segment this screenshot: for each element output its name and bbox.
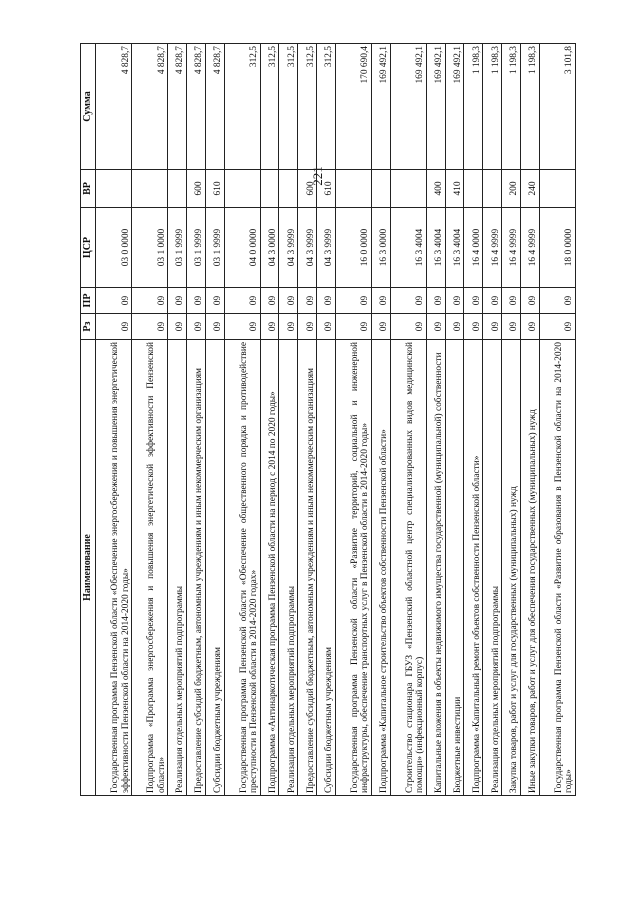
row-csr: 04 3 9999 [279, 208, 298, 288]
table-row [224, 44, 260, 796]
row-csr: 16 3 4004 [445, 208, 464, 288]
row-rz: 09 [371, 314, 390, 340]
header-name: Наименование [81, 340, 96, 796]
row-vr: 200 [502, 170, 521, 208]
row-sum: 1 198,3 [464, 44, 483, 170]
table-row [390, 44, 426, 796]
row-pr: 09 [464, 288, 483, 314]
row-pr: 09 [317, 288, 336, 314]
row-vr [96, 170, 132, 208]
row-vr [390, 170, 426, 208]
row-sum: 1 198,3 [520, 44, 539, 170]
row-name: Подпрограмма «Капитальный ремонт объектов собственности Пензенской области» [464, 340, 483, 796]
row-sum: 312,5 [224, 44, 260, 170]
row-sum: 169 492,1 [426, 44, 445, 170]
row-csr: 16 4 9999 [502, 208, 521, 288]
row-rz: 09 [520, 314, 539, 340]
row-rz: 09 [483, 314, 502, 340]
row-vr [224, 170, 260, 208]
row-pr: 09 [260, 288, 279, 314]
table-row [205, 44, 224, 796]
row-pr: 09 [224, 288, 260, 314]
row-rz: 09 [260, 314, 279, 340]
row-pr: 09 [132, 288, 168, 314]
row-sum: 169 492,1 [445, 44, 464, 170]
row-sum: 4 828,7 [96, 44, 132, 170]
table-row [298, 44, 317, 796]
row-name: Государственная программа Пензенской области «Обеспечение энергосбережения и повышения энергетической эффективности Пензенской области на 2014-2020 годы» [96, 340, 132, 796]
row-rz: 09 [279, 314, 298, 340]
header-pr: ПР [81, 288, 96, 314]
row-pr: 09 [445, 288, 464, 314]
row-name: Предоставление субсидий бюджетным, автономным учреждениям и иным некоммерческим организациям [298, 340, 317, 796]
table-row [483, 44, 502, 796]
row-sum: 4 828,7 [168, 44, 187, 170]
row-sum: 169 492,1 [371, 44, 390, 170]
row-vr: 410 [445, 170, 464, 208]
row-pr: 09 [335, 288, 371, 314]
row-vr [279, 170, 298, 208]
row-pr: 09 [539, 288, 575, 314]
row-csr: 03 1 9999 [205, 208, 224, 288]
row-vr: 600 [298, 170, 317, 208]
row-csr: 16 3 4004 [426, 208, 445, 288]
row-csr: 03 1 9999 [186, 208, 205, 288]
table-wrapper [80, 44, 576, 796]
row-sum: 3 101,8 [539, 44, 575, 170]
table-row [502, 44, 521, 796]
row-sum: 312,5 [317, 44, 336, 170]
row-rz: 09 [317, 314, 336, 340]
header-csr: ЦСР [81, 208, 96, 288]
row-name: Предоставление субсидий бюджетным, автономным учреждениям и иным некоммерческим организациям [186, 340, 205, 796]
row-sum: 1 198,3 [502, 44, 521, 170]
row-pr: 09 [390, 288, 426, 314]
table-row [317, 44, 336, 796]
table-row [132, 44, 168, 796]
row-name: Реализация отдельных мероприятий подпрограммы [483, 340, 502, 796]
table-row [426, 44, 445, 796]
row-csr: 16 0 0000 [335, 208, 371, 288]
row-csr: 16 4 0000 [464, 208, 483, 288]
budget-table [80, 43, 576, 796]
row-name: Капитальные вложения в объекты недвижимого имущества государственной (муниципальной) собственности [426, 340, 445, 796]
row-vr [168, 170, 187, 208]
row-rz: 09 [426, 314, 445, 340]
row-sum: 4 828,7 [186, 44, 205, 170]
row-pr: 09 [279, 288, 298, 314]
row-rz: 09 [335, 314, 371, 340]
row-sum: 312,5 [298, 44, 317, 170]
row-vr [464, 170, 483, 208]
table-header-row [81, 44, 96, 796]
table-row [520, 44, 539, 796]
header-vr: ВР [81, 170, 96, 208]
row-vr: 610 [205, 170, 224, 208]
row-pr: 09 [502, 288, 521, 314]
row-vr [539, 170, 575, 208]
page-number: 221 [310, 166, 325, 186]
row-csr: 03 1 0000 [132, 208, 168, 288]
row-name: Бюджетные инвестиции [445, 340, 464, 796]
row-name: Строительство стационара ГБУЗ «Пензенский областной центр специализированных видов медицинской помощи» (инфекционный корпус) [390, 340, 426, 796]
row-sum: 1 198,3 [483, 44, 502, 170]
table-row [335, 44, 371, 796]
row-name: Подпрограмма «Программа энергосбережения и повышения энергетической эффективности Пензенской области» [132, 340, 168, 796]
row-pr: 09 [426, 288, 445, 314]
row-rz: 09 [502, 314, 521, 340]
row-pr: 09 [298, 288, 317, 314]
row-csr: 04 3 0000 [260, 208, 279, 288]
row-vr [132, 170, 168, 208]
rotated-table-area [80, 44, 576, 796]
row-sum: 4 828,7 [205, 44, 224, 170]
table-row [539, 44, 575, 796]
row-csr: 03 1 9999 [168, 208, 187, 288]
row-rz: 09 [132, 314, 168, 340]
row-vr [371, 170, 390, 208]
row-vr: 600 [186, 170, 205, 208]
row-name: Государственная программа Пензенской области «Обеспечение общественного порядка и противодействие преступности в Пензенской области в 2014-2020 годах» [224, 340, 260, 796]
row-pr: 09 [186, 288, 205, 314]
row-vr: 610 [317, 170, 336, 208]
header-rz: Рз [81, 314, 96, 340]
row-pr: 09 [168, 288, 187, 314]
row-rz: 09 [390, 314, 426, 340]
row-name: Иные закупки товаров, работ и услуг для обеспечения государственных (муниципальных) нужд [520, 340, 539, 796]
row-csr: 16 4 9999 [483, 208, 502, 288]
row-pr: 09 [205, 288, 224, 314]
row-name: Подпрограмма «Антинаркотическая программа Пензенской области на период с 2014 по 2020 годы» [260, 340, 279, 796]
table-row [445, 44, 464, 796]
row-pr: 09 [96, 288, 132, 314]
row-csr: 16 3 0000 [371, 208, 390, 288]
row-rz: 09 [464, 314, 483, 340]
table-row [371, 44, 390, 796]
table-row [168, 44, 187, 796]
row-sum: 169 492,1 [390, 44, 426, 170]
table-row [464, 44, 483, 796]
table-row [96, 44, 132, 796]
row-name: Субсидии бюджетным учреждениям [317, 340, 336, 796]
row-rz: 09 [298, 314, 317, 340]
row-csr: 04 0 0000 [224, 208, 260, 288]
row-sum: 312,5 [279, 44, 298, 170]
row-name: Реализация отдельных мероприятий подпрограммы [279, 340, 298, 796]
row-rz: 09 [168, 314, 187, 340]
row-name: Закупка товаров, работ и услуг для государственных (муниципальных) нужд [502, 340, 521, 796]
row-rz: 09 [96, 314, 132, 340]
row-vr: 400 [426, 170, 445, 208]
table-row [279, 44, 298, 796]
row-name: Субсидии бюджетным учреждениям [205, 340, 224, 796]
row-csr: 18 0 0000 [539, 208, 575, 288]
row-vr [260, 170, 279, 208]
row-csr: 16 4 9999 [520, 208, 539, 288]
row-pr: 09 [520, 288, 539, 314]
row-name: Государственная программа Пензенской области «Развитие территорий, социальной и инженерной инфраструктуры, обеспечение транспортных услуг в Пензенской области в 2014-2020 годы» [335, 340, 371, 796]
row-sum: 312,5 [260, 44, 279, 170]
row-rz: 09 [539, 314, 575, 340]
row-name: Подпрограмма «Капитальное строительство объектов собственности Пензенской области» [371, 340, 390, 796]
row-sum: 170 690,4 [335, 44, 371, 170]
row-pr: 09 [483, 288, 502, 314]
row-csr: 16 3 4004 [390, 208, 426, 288]
row-vr: 240 [520, 170, 539, 208]
table-row [186, 44, 205, 796]
row-csr: 04 3 9999 [317, 208, 336, 288]
row-csr: 03 0 0000 [96, 208, 132, 288]
row-rz: 09 [445, 314, 464, 340]
table-row [260, 44, 279, 796]
row-csr: 04 3 9999 [298, 208, 317, 288]
row-rz: 09 [224, 314, 260, 340]
row-pr: 09 [371, 288, 390, 314]
row-rz: 09 [205, 314, 224, 340]
row-sum: 4 828,7 [132, 44, 168, 170]
row-vr [483, 170, 502, 208]
row-rz: 09 [186, 314, 205, 340]
row-vr [335, 170, 371, 208]
row-name: Реализация отдельных мероприятий подпрограммы [168, 340, 187, 796]
header-sum: Сумма [81, 44, 96, 170]
row-name: Государственная программа Пензенской области «Развитие образования в Пензенской области на 2014-2020 годы» [539, 340, 575, 796]
